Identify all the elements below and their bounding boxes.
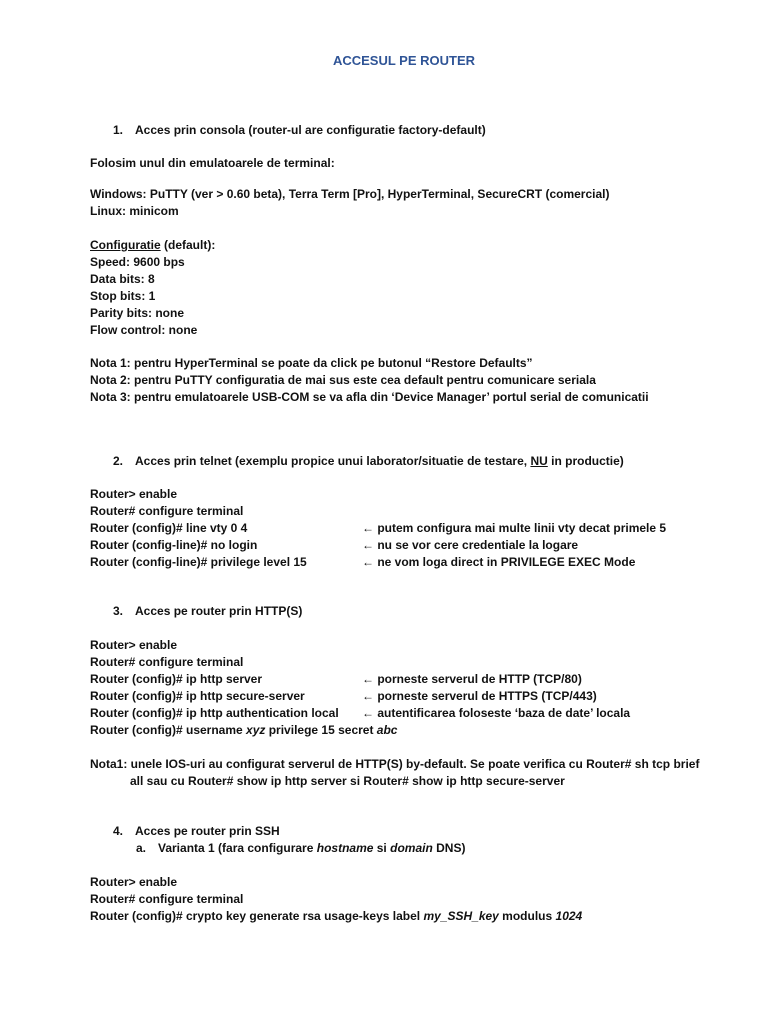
s2-note-4: ← nu se vor cere credentiale la logare: [362, 538, 579, 552]
section-1-heading: Acces prin consola (router-ul are configuratie factory-default): [135, 123, 486, 137]
s3-nota1-line1: Nota1: unele IOS-uri au configurat serverul de HTTP(S) by-default. Se poate verifica cu Router# sh tcp brief: [90, 757, 700, 771]
s3-note-4: ← porneste serverul de HTTPS (TCP/443): [362, 689, 597, 703]
s4-cmd-1: Router> enable: [90, 875, 178, 889]
heading-text-end: in productie): [547, 454, 624, 468]
nota-2: Nota 2: pentru PuTTY configuratia de mai sus este cea default pentru comunicare seriala: [90, 373, 596, 387]
s3-cmd-1: Router> enable: [90, 638, 178, 652]
s2-cmd-5: Router (config-line)# privilege level 15: [90, 555, 307, 569]
secret-value: abc: [376, 723, 398, 737]
s3-nota1-line2: all sau cu Router# show ip http server si Router# show ip http secure-server: [130, 774, 565, 788]
subsection-a-marker: a.: [136, 841, 147, 855]
s3-note-3: ← porneste serverul de HTTP (TCP/80): [362, 672, 582, 686]
s3-cmd-5: Router (config)# ip http authentication local: [90, 706, 339, 720]
section-4-number: 4.: [113, 824, 124, 838]
heading-nu: NU: [530, 454, 548, 468]
crypto-cmd: Router (config)# crypto key generate rsa usage-keys label: [90, 909, 424, 923]
s1-linux-line: Linux: minicom: [90, 204, 179, 218]
subsection-a-heading: [158, 840, 465, 856]
setting-stop-bits: Stop bits: 1: [90, 289, 156, 303]
section-3-heading: Acces pe router prin HTTP(S): [135, 604, 303, 618]
setting-parity-bits: Parity bits: none: [90, 306, 185, 320]
sub-and: si: [373, 841, 391, 855]
crypto-modulus-value: 1024: [555, 909, 583, 923]
crypto-modulus: modulus: [498, 909, 556, 923]
s4-cmd-crypto: [90, 908, 582, 924]
section-1-number: 1.: [113, 123, 124, 137]
setting-flow-control: Flow control: none: [90, 323, 198, 337]
s1-windows-line: Windows: PuTTY (ver > 0.60 beta), Terra Term [Pro], HyperTerminal, SecureCRT (comercial): [90, 187, 610, 201]
heading-text: Acces prin telnet (exemplu propice unui laborator/situatie de testare,: [135, 454, 531, 468]
nota-3: Nota 3: pentru emulatoarele USB-COM se va afla din ‘Device Manager’ portul serial de comunicatii: [90, 390, 649, 404]
section-3-number: 3.: [113, 604, 124, 618]
username-value: xyz: [246, 723, 266, 737]
username-cmd: Router (config)# username: [90, 723, 247, 737]
sub-dns: DNS): [432, 841, 466, 855]
sub-hostname: hostname: [316, 841, 374, 855]
page-title: ACCESUL PE ROUTER: [332, 53, 476, 68]
section-2-number: 2.: [113, 454, 124, 468]
s2-cmd-4: Router (config-line)# no login: [90, 538, 258, 552]
s3-cmd-3: Router (config)# ip http server: [90, 672, 263, 686]
s3-note-5: ← autentificarea foloseste ‘baza de date’ locala: [362, 706, 631, 720]
config-word: Configuratie: [90, 238, 161, 252]
sub-text: Varianta 1 (fara configurare: [158, 841, 317, 855]
section-2-heading: [135, 453, 624, 469]
section-4-heading: Acces pe router prin SSH: [135, 824, 280, 838]
s1-intro: Folosim unul din emulatoarele de terminal:: [90, 156, 335, 170]
nota-1: Nota 1: pentru HyperTerminal se poate da click pe butonul “Restore Defaults”: [90, 356, 533, 370]
s3-cmd-4: Router (config)# ip http secure-server: [90, 689, 305, 703]
s2-cmd-3: Router (config)# line vty 0 4: [90, 521, 248, 535]
privilege-part: privilege 15 secret: [265, 723, 377, 737]
s3-cmd-username: [90, 722, 397, 738]
setting-speed: Speed: 9600 bps: [90, 255, 185, 269]
s3-cmd-2: Router# configure terminal: [90, 655, 244, 669]
sub-domain: domain: [390, 841, 433, 855]
config-rest: (default):: [160, 238, 216, 252]
s2-cmd-1: Router> enable: [90, 487, 178, 501]
s2-note-3: ← putem configura mai multe linii vty decat primele 5: [362, 521, 667, 535]
s1-config-line: [90, 237, 215, 253]
s2-note-5: ← ne vom loga direct in PRIVILEGE EXEC Mode: [362, 555, 636, 569]
crypto-key-label: my_SSH_key: [423, 909, 499, 923]
s4-cmd-2: Router# configure terminal: [90, 892, 244, 906]
s2-cmd-2: Router# configure terminal: [90, 504, 244, 518]
setting-data-bits: Data bits: 8: [90, 272, 155, 286]
